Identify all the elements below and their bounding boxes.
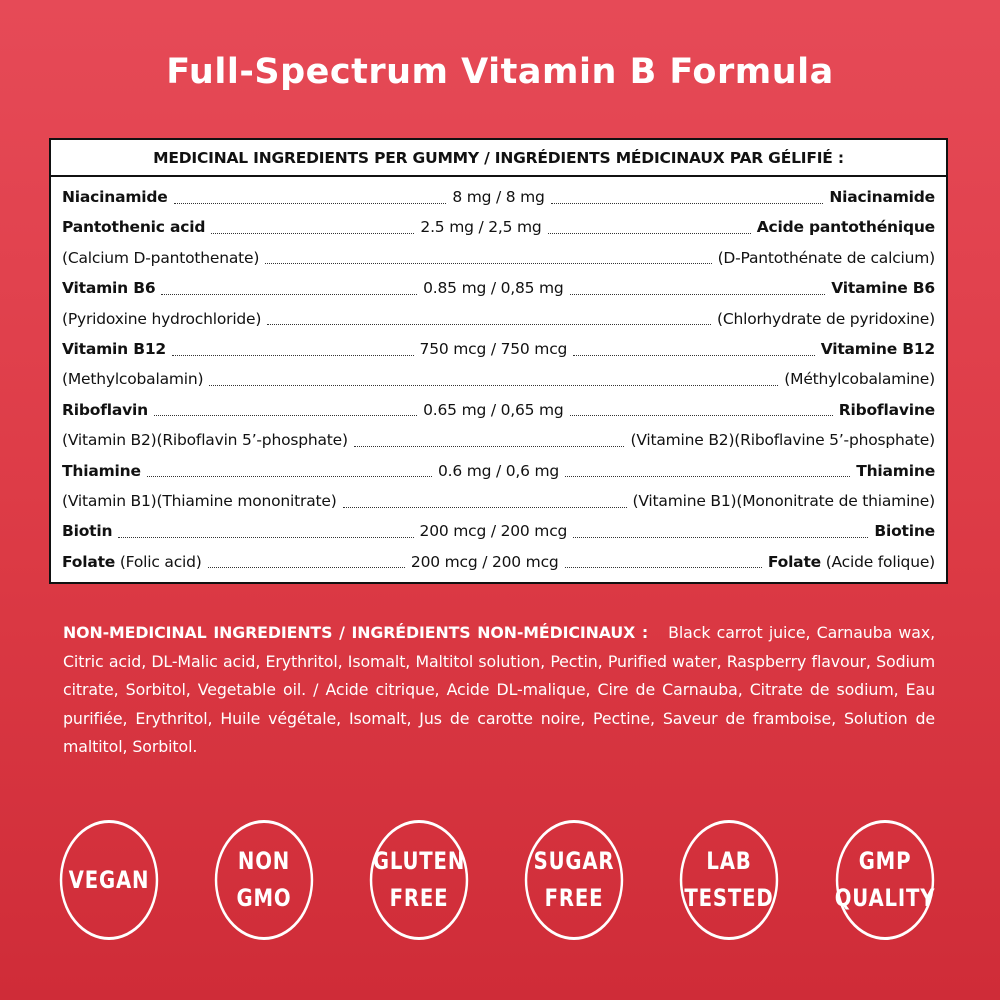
dot-leader: [565, 567, 762, 568]
ingredient-row: [62, 395, 935, 425]
ingredient-row: [62, 456, 935, 486]
dot-leader: [573, 355, 815, 356]
medicinal-ingredients-panel: [49, 138, 948, 584]
badge-label: VEGAN: [68, 865, 150, 894]
ingredient-english: Biotin: [62, 522, 113, 541]
page-title: Full-Spectrum Vitamin B Formula: [166, 52, 834, 92]
ingredient-row: [62, 516, 935, 546]
ingredient-english: Riboflavin: [62, 400, 148, 419]
dot-leader: [174, 203, 447, 204]
ingredient-french: Riboflavine: [838, 400, 935, 419]
ingredient-english: Thiamine: [62, 461, 141, 480]
ingredient-french: Niacinamide: [829, 188, 935, 206]
dot-leader: [570, 415, 833, 416]
ingredient-row: [62, 212, 935, 242]
ingredient-french: Biotine: [874, 522, 935, 541]
ingredient-english: Pantothenic acid: [62, 218, 206, 237]
dot-leader: [265, 263, 711, 264]
dot-leader: [172, 355, 414, 356]
non-gmo-badge: [215, 820, 313, 940]
gluten-free-badge: [370, 820, 468, 940]
ingredient-english: (Vitamin B2)(Riboflavin 5’-phosphate): [62, 431, 348, 450]
ingredient-amount: 2.5 mg / 2,5 mg: [420, 218, 542, 237]
ingredient-english: (Calcium D-pantothenate): [62, 248, 260, 267]
dot-leader: [161, 294, 417, 295]
non-medicinal-ingredients: [63, 619, 935, 762]
lab-tested-badge: [680, 820, 778, 940]
vegan-badge: [60, 820, 158, 940]
dot-leader: [548, 233, 751, 234]
ingredient-amount: 0.6 mg / 0,6 mg: [437, 461, 560, 480]
ingredient-amount: 0.85 mg / 0,85 mg: [423, 279, 564, 298]
dot-leader: [211, 233, 414, 234]
ingredient-row: [62, 364, 935, 394]
ingredient-french: Vitamine B6: [831, 279, 935, 298]
ingredient-english: (Methylcobalamin): [62, 370, 204, 389]
dot-leader: [343, 507, 627, 508]
ingredient-french: (Vitamine B2)(Riboflavine 5’-phosphate): [630, 431, 935, 450]
ingredient-english: (Vitamin B1)(Thiamine mononitrate): [62, 491, 337, 510]
non-medicinal-label: NON-MEDICINAL INGREDIENTS / INGRÉDIENTS NON-MÉDICINAUX :: [63, 623, 649, 642]
ingredient-french: Vitamine B12: [820, 339, 935, 358]
dot-leader: [118, 537, 413, 538]
medicinal-ingredients-header: MEDICINAL INGREDIENTS PER GUMMY / INGRÉDIENTS MÉDICINAUX PAR GÉLIFIÉ :: [51, 140, 946, 177]
ingredient-french: (Vitamine B1)(Mononitrate de thiamine): [632, 491, 935, 510]
ingredient-french: Folate (Acide folique): [767, 552, 936, 571]
badge-row: [49, 820, 947, 946]
dot-leader: [154, 415, 417, 416]
ingredient-french: (D-Pantothénate de calcium): [717, 248, 935, 267]
dot-leader: [570, 294, 826, 295]
ingredient-amount: 8 mg / 8 mg: [452, 188, 545, 206]
dot-leader: [267, 324, 711, 325]
ingredient-row: [62, 334, 935, 364]
ingredient-row: [62, 182, 935, 212]
badge-label: NON GMO: [236, 847, 292, 912]
ingredient-row: [62, 425, 935, 455]
dot-leader: [573, 537, 868, 538]
ingredient-french: Thiamine: [856, 461, 936, 480]
sugar-free-badge: [525, 820, 623, 940]
ingredient-amount: 0.65 mg / 0,65 mg: [423, 400, 564, 419]
ingredient-english: Vitamin B12: [62, 339, 166, 358]
ingredient-english: Folate (Folic acid): [62, 552, 202, 571]
ingredient-amount: 200 mcg / 200 mcg: [410, 552, 559, 571]
ingredient-french: (Chlorhydrate de pyridoxine): [717, 309, 935, 328]
dot-leader: [354, 446, 625, 447]
ingredient-english: (Pyridoxine hydrochloride): [62, 309, 262, 328]
ingredient-row: [62, 486, 935, 516]
medicinal-ingredients-list: [51, 177, 946, 577]
ingredient-amount: 200 mcg / 200 mcg: [419, 522, 568, 541]
ingredient-english: Niacinamide: [62, 188, 168, 206]
badge-label: GMP QUALITY: [834, 847, 936, 912]
non-medicinal-text: Black carrot juice, Carnauba wax, Citric acid, DL-Malic acid, Erythritol, Isomalt, Maltitol solution, Pectin, Purified water, Raspberry flavour, Sodium citrate, Sorbitol, Vegetable oil. / Acide citrique, Acide DL-malique, Cire de Carnauba, Citrate de sodium, Eau purifiée, Erythritol, Huile végétale, Isomalt, Jus de carotte noire, Pectine, Saveur de framboise, Solution de maltitol, Sorbitol.: [63, 623, 936, 756]
ingredient-row: [62, 547, 935, 577]
badge-label: SUGAR FREE: [533, 847, 615, 912]
badge-label: GLUTEN FREE: [372, 847, 466, 912]
ingredient-english: Vitamin B6: [62, 279, 156, 298]
ingredient-french: (Méthylcobalamine): [784, 370, 935, 389]
dot-leader: [209, 385, 778, 386]
badge-label: LAB TESTED: [684, 847, 774, 912]
dot-leader: [147, 476, 432, 477]
ingredient-french: Acide pantothénique: [756, 218, 935, 237]
dot-leader: [208, 567, 405, 568]
ingredient-row: [62, 273, 935, 303]
ingredient-row: [62, 304, 935, 334]
dot-leader: [551, 203, 824, 204]
dot-leader: [565, 476, 850, 477]
ingredient-amount: 750 mcg / 750 mcg: [419, 339, 568, 358]
gmp-quality-badge: [836, 820, 934, 940]
ingredient-row: [62, 243, 935, 273]
